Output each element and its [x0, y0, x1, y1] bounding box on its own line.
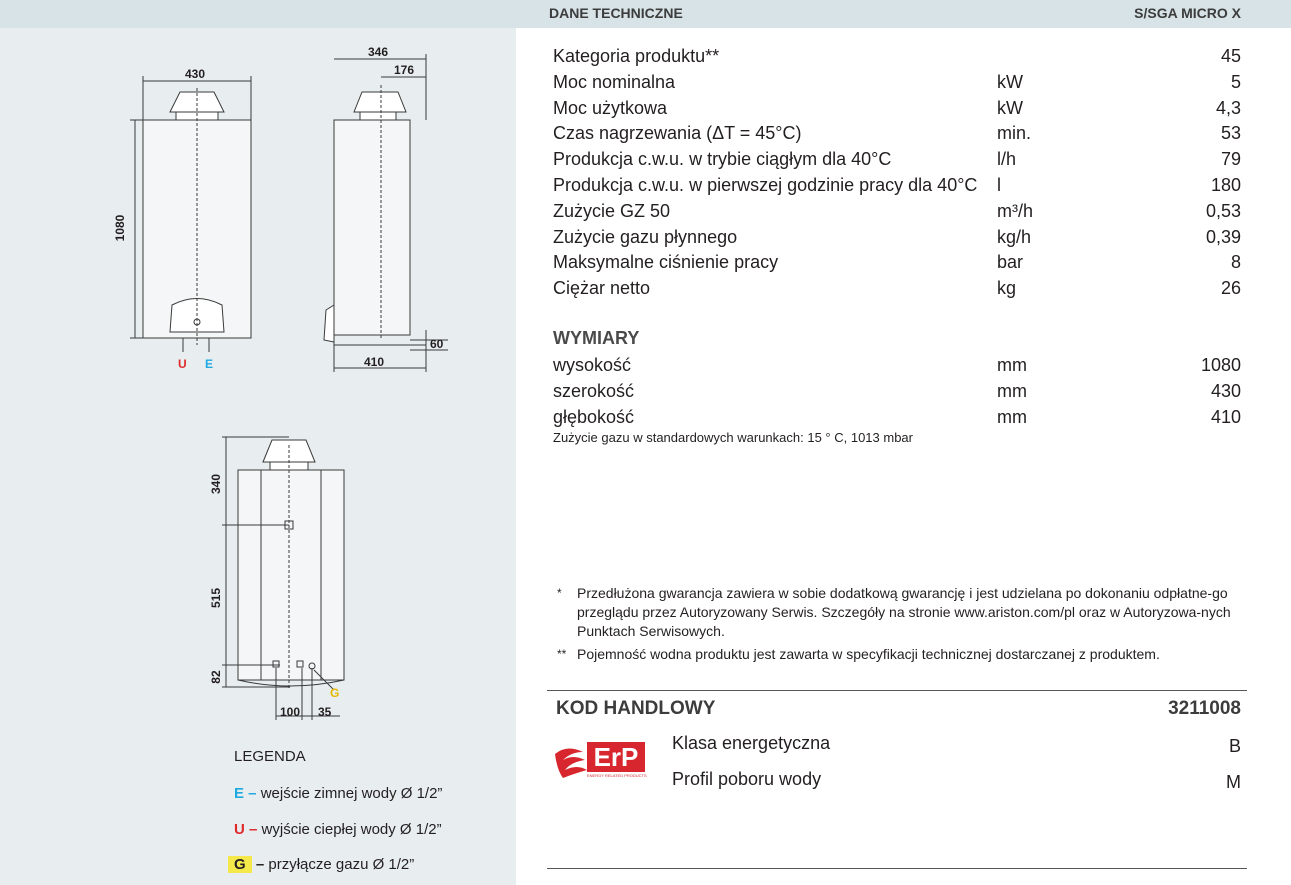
- label-u-front: U: [178, 357, 187, 371]
- legend-text-u: wyjście ciepłej wody Ø 1/2”: [261, 821, 442, 838]
- dim-back-top: 340: [209, 473, 223, 495]
- spec-row: Maksymalne ciśnienie pracy bar 8: [553, 252, 1241, 273]
- spec-row: Zużycie gazu płynnego kg/h 0,39: [553, 226, 1241, 247]
- spec-row: Moc nominalna kW 5: [553, 71, 1241, 92]
- water-profile-label: Profil poboru wody: [672, 769, 822, 789]
- dim-side-offset: 176: [394, 63, 415, 77]
- dim-front-width: 430: [185, 67, 206, 81]
- legend-text-g: przyłącze gazu Ø 1/2”: [268, 856, 415, 873]
- erp-logo: [553, 740, 649, 784]
- dim-back-w1: 100: [280, 705, 301, 719]
- dim-back-w2: 35: [318, 705, 332, 719]
- dimension-row: głębokość mm 410: [553, 406, 1241, 427]
- dimension-row: wysokość mm 1080: [553, 355, 1241, 375]
- divider-bottom: [547, 868, 1247, 869]
- legend-title: LEGENDA: [234, 748, 306, 765]
- section-title: DANE TECHNICZNE: [549, 5, 683, 21]
- legend-item-e: E – wejście zimnej wody Ø 1/2”: [234, 785, 443, 802]
- dimensions-table: [553, 353, 1241, 430]
- dimension-row: szerokość mm 430: [553, 380, 1241, 401]
- gas-note: Zużycie gazu w standardowych warunkach: 15 ° C, 1013 mbar: [553, 430, 913, 445]
- label-e-front: E: [205, 357, 214, 371]
- label-g-back: G: [330, 686, 340, 700]
- legend-key-g: G: [228, 856, 252, 873]
- kod-label: KOD HANDLOWY: [556, 698, 716, 719]
- energy-class-label: Klasa energetyczna: [672, 733, 831, 753]
- water-profile-value: M: [1226, 772, 1241, 792]
- legend-item-g: G – przyłącze gazu Ø 1/2”: [228, 856, 414, 873]
- dim-side-bottom: 60: [430, 337, 444, 351]
- dim-side-base: 410: [364, 355, 385, 369]
- divider: [547, 690, 1247, 691]
- energy-class-value: B: [1228, 736, 1241, 756]
- front-view: [130, 76, 251, 352]
- dimensions-heading: WYMIARY: [553, 328, 640, 348]
- dim-side-depth: 346: [368, 45, 389, 59]
- legend-key-e: E: [234, 785, 245, 802]
- legend-item-u: U – wyjście ciepłej wody Ø 1/2”: [234, 821, 442, 838]
- dim-back-mid: 515: [209, 587, 223, 609]
- spec-row: Produkcja c.w.u. w pierwszej godzinie pracy dla 40°C l 180: [553, 174, 1241, 195]
- drawings-panel: [0, 28, 516, 885]
- side-view: [324, 54, 448, 372]
- header-bar: [0, 0, 1291, 28]
- erp-logo-text: ErP: [587, 742, 645, 772]
- legend-key-u: U: [234, 821, 245, 838]
- back-view: [222, 437, 344, 720]
- spec-row: Zużycie GZ 50 m³/h 0,53: [553, 200, 1241, 221]
- product-name: S/SGA MICRO X: [1134, 5, 1241, 21]
- dim-front-height: 1080: [113, 214, 127, 242]
- spec-table: [553, 44, 1241, 302]
- spec-row: Moc użytkowa kW 4,3: [553, 97, 1241, 118]
- spec-row: Czas nagrzewania (ΔT = 45°C) min. 53: [553, 123, 1241, 144]
- legend-text-e: wejście zimnej wody Ø 1/2”: [260, 785, 443, 802]
- spec-row: Kategoria produktu** 45: [553, 46, 1241, 66]
- spec-row: Ciężar netto kg 26: [553, 278, 1241, 299]
- spec-row: Produkcja c.w.u. w trybie ciągłym dla 40°C l/h 79: [553, 149, 1241, 170]
- erp-logo-subtext: ENERGY RELATED PRODUCTS: [587, 773, 647, 778]
- kod-value: 3211008: [1168, 698, 1241, 719]
- dim-back-bottom: 82: [209, 670, 223, 684]
